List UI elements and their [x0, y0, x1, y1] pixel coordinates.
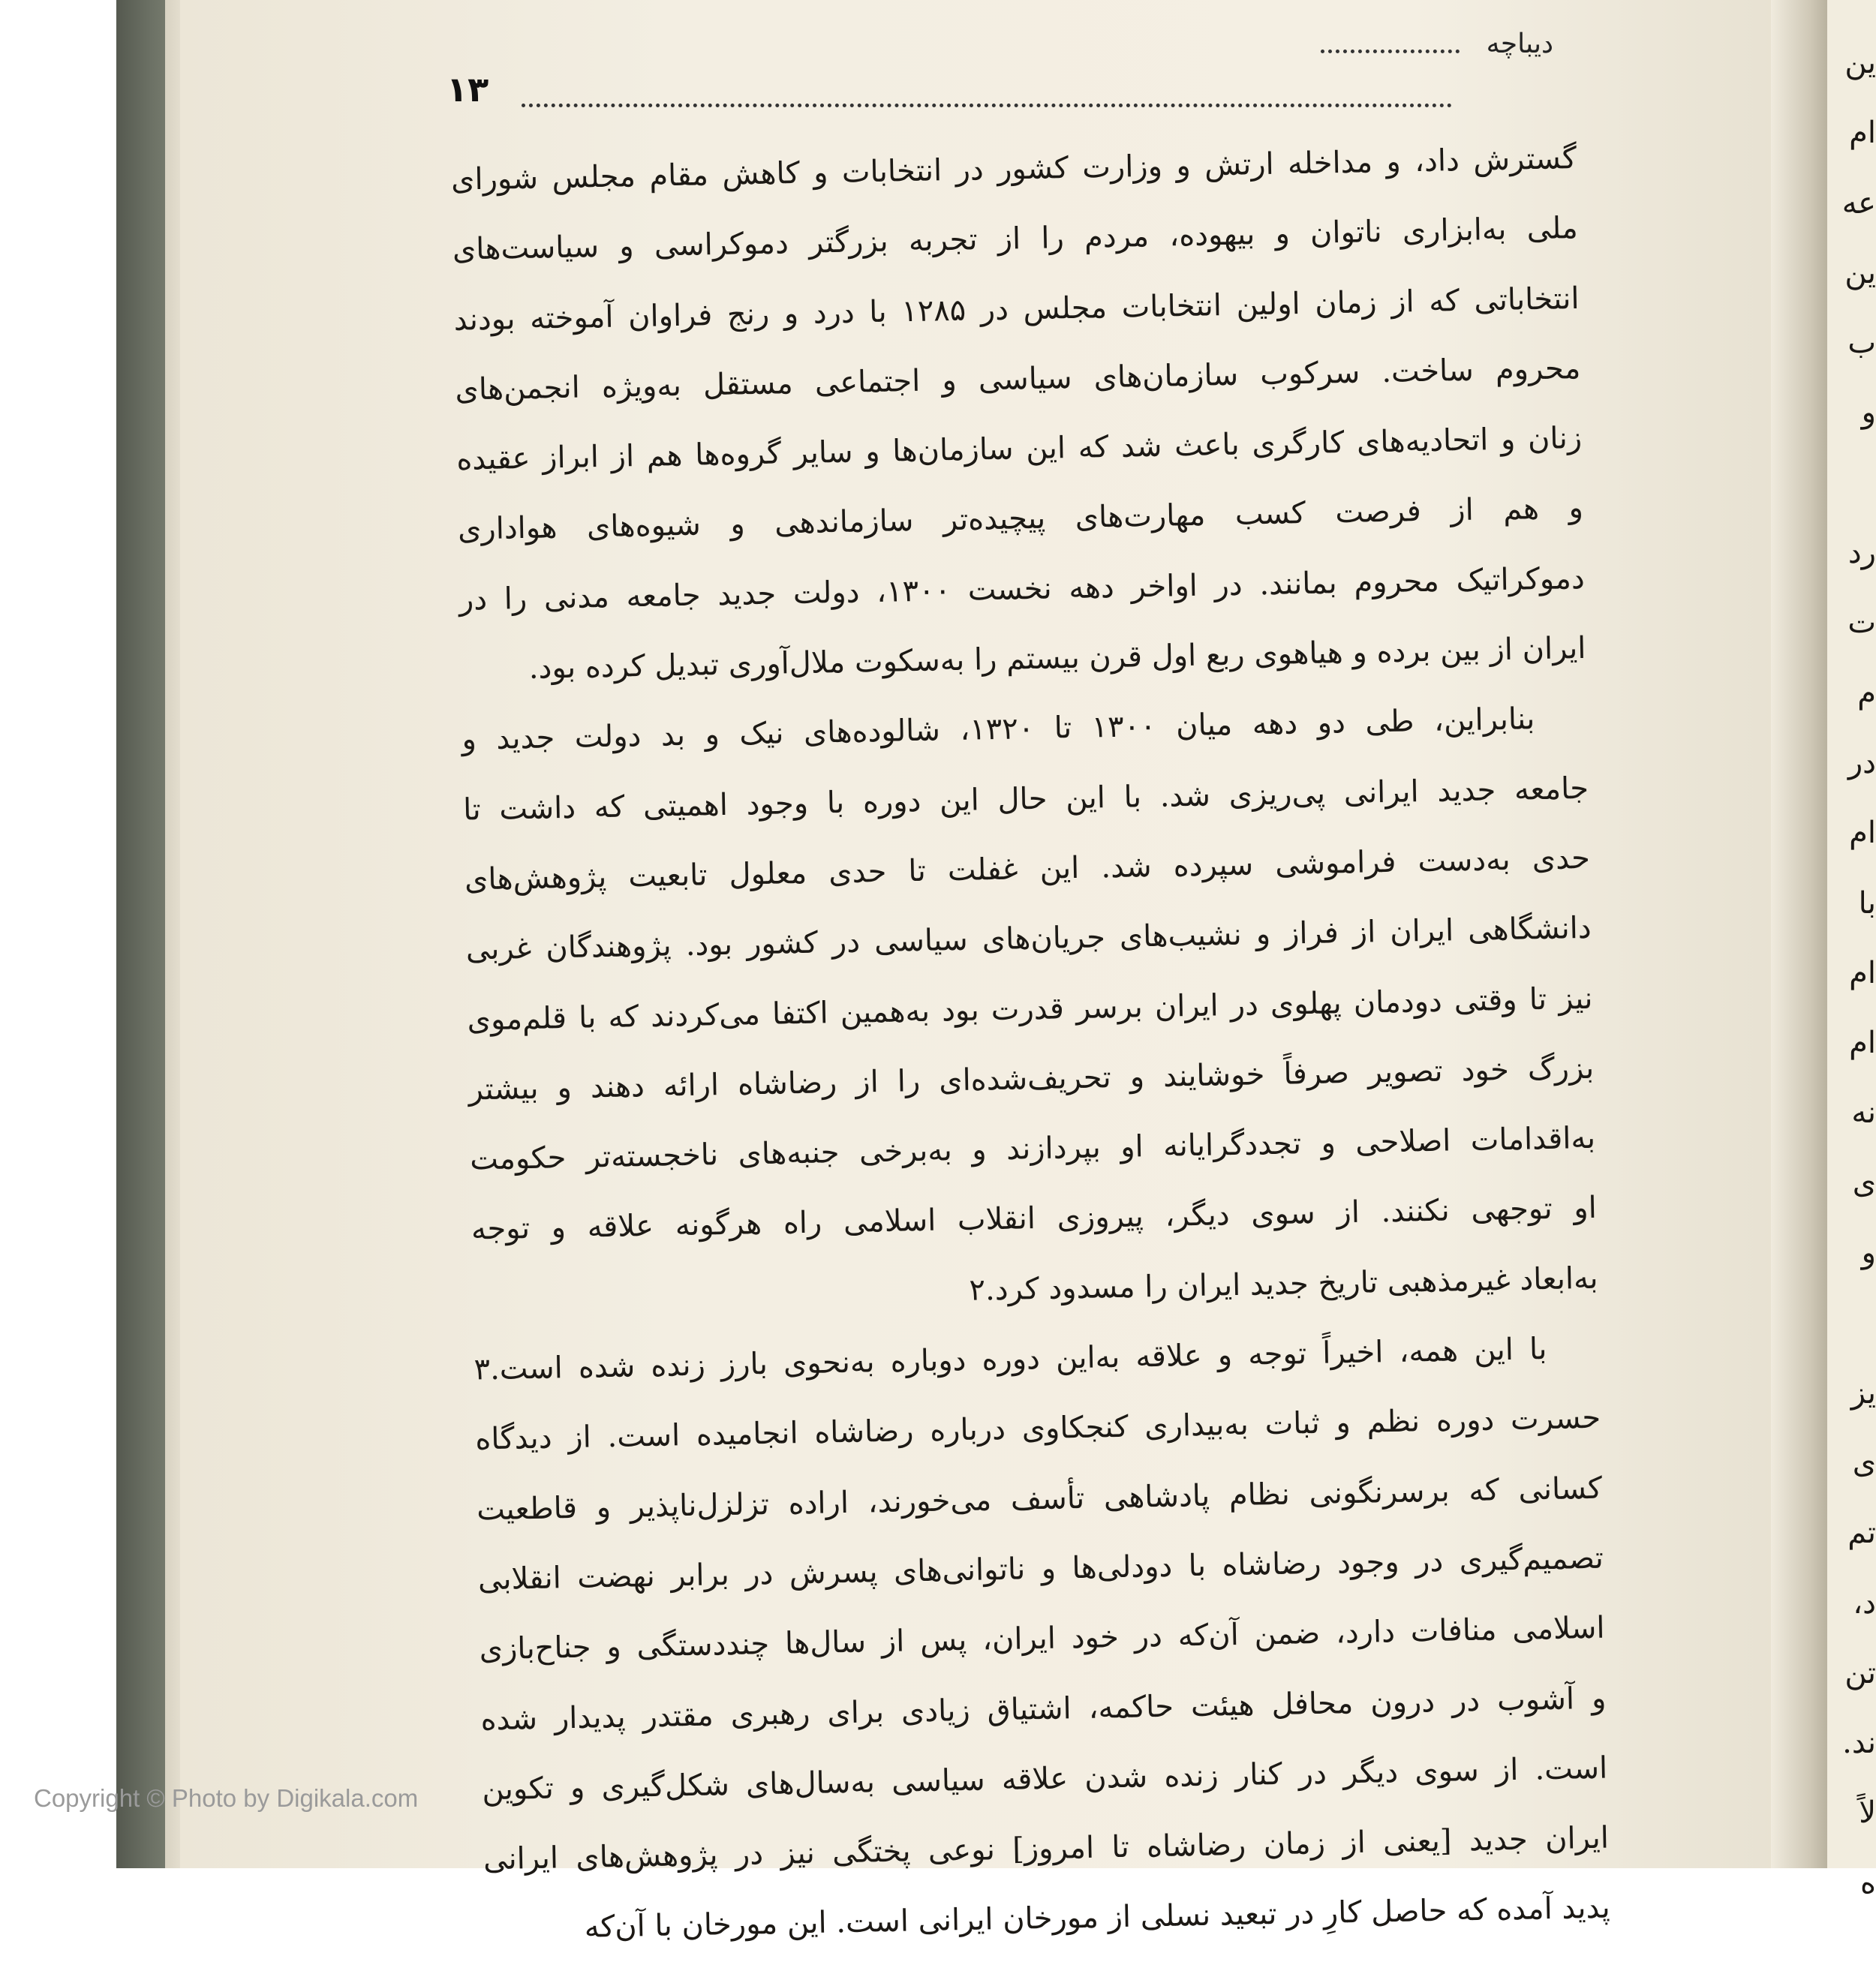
text-line: تصمیم‌گیری در وجود رضاشاه با دودلی‌ها و ناتوانی‌های پسرش در برابر نهضت انقلابی: [477, 1540, 1604, 1597]
text-line: بنابراین، طی دو دهه میان ۱۳۰۰ تا ۱۳۲۰، شالوده‌های نیک و بد دولت جدید و: [461, 702, 1535, 758]
facing-line-fragment: در: [1847, 745, 1876, 780]
facing-line-fragment: ی: [1852, 1165, 1876, 1200]
facing-page-text: [1831, 29, 1876, 1918]
text-line: محروم ساخت. سرکوب سازمان‌های سیاسی و اجتماعی مستقل به‌ویژه انجمن‌های: [455, 350, 1581, 407]
text-line: است. از سوی دیگر در کنار زنده شدن علاقه سیاسی به‌سال‌های شکل‌گیری و تکوین: [481, 1750, 1608, 1807]
facing-line-fragment: ین: [1844, 46, 1876, 80]
paragraph: [474, 1314, 1611, 1965]
text-line: پدید آمده که حاصل کارِ در تبعید نسلی از مورخان ایرانی است. این مورخان با آن‌که: [584, 1890, 1611, 1945]
text-line: جامعه جدید ایرانی پی‌ریزی شد. با این حال این دوره با وجود اهمیتی که داشت تا: [462, 771, 1589, 828]
text-line: ایران از بین برده و هیاهوی ربع اول قرن بیستم را به‌سکوت ملال‌آوری تبدیل کرده بود.: [528, 630, 1586, 686]
facing-line-fragment: ام: [1849, 116, 1876, 151]
header-dotted-leader: [522, 89, 1452, 107]
text-line: بزرگ خود تصویر صرفاً خوشایند و تحریف‌شده‌ای را از رضاشاه ارائه دهند و بیشتر: [468, 1050, 1595, 1107]
text-line: او توجهی نکنند. از سوی دیگر، پیروزی انقلاب اسلامی راه هرگونه علاقه و توجه: [471, 1191, 1598, 1247]
page-number: ۱۳: [446, 69, 489, 110]
facing-line-fragment: ند.: [1842, 1726, 1876, 1761]
facing-line-fragment: ی: [1852, 1445, 1876, 1480]
text-line: ملی به‌ابزاری ناتوان و بیهوده، مردم را از تجربه بزرگتر دموکراسی و سیاست‌های: [452, 211, 1579, 268]
page-gutter: [1771, 0, 1827, 1868]
facing-line-fragment: نه: [1851, 1095, 1876, 1131]
facing-line-fragment: ام: [1849, 955, 1876, 990]
body-text: [450, 124, 1610, 1965]
paragraph: [450, 124, 1586, 705]
text-line: ایران جدید [یعنی از زمان رضاشاه تا امروز] نوعی پختگی نیز در پژوهش‌های ایرانی: [483, 1820, 1610, 1877]
text-line: دموکراتیک محروم بمانند. در اواخر دهه نخست ۱۳۰۰، دولت جدید جامعه مدنی را در: [458, 560, 1586, 617]
facing-line-fragment: [1831, 449, 1876, 518]
facing-line-fragment: د،: [1853, 1585, 1876, 1621]
facing-line-fragment: ام: [1849, 816, 1876, 851]
facing-line-fragment: لاً: [1859, 1795, 1876, 1831]
copyright-watermark: Copyright © Photo by Digikala.com: [34, 1784, 419, 1812]
facing-line-fragment: ام: [1849, 1026, 1876, 1061]
facing-line-fragment: تم: [1847, 1516, 1876, 1551]
facing-line-fragment: و: [1861, 395, 1876, 431]
running-header: [428, 23, 1553, 113]
facing-page: [1827, 0, 1876, 1900]
text-line: با این همه، اخیراً توجه و علاقه به‌این دوره دوباره به‌نحوی بارز زنده شده است.۳: [474, 1332, 1547, 1387]
facing-line-fragment: رد: [1847, 536, 1876, 571]
text-line: حسرت دوره نظم و ثبات به‌بیداری کنجکاوی درباره رضاشاه انجامیده است. از دیدگاه: [474, 1401, 1601, 1457]
text-line: دانشگاهی ایران از فراز و نشیب‌های جریان‌های سیاسی در کشور بود. پژوهندگان غربی: [465, 911, 1592, 967]
facing-line-fragment: م: [1857, 675, 1876, 711]
facing-line-fragment: با: [1858, 885, 1876, 921]
facing-line-fragment: یز: [1850, 1375, 1876, 1411]
facing-line-fragment: ه: [1860, 1865, 1876, 1900]
text-line: و آشوب در درون محافل هیئت حاکمه، اشتیاق زیادی برای رهبری مقتدر پدیدار شده: [480, 1681, 1607, 1737]
facing-line-fragment: ب: [1847, 326, 1876, 361]
facing-line-fragment: تن: [1844, 1655, 1876, 1690]
text-line: انتخاباتی که از زمان اولین انتخابات مجلس در ۱۲۸۵ با درد و رنج فراوان آموخته بودند: [453, 281, 1580, 338]
text-line: و هم از فرصت کسب مهارت‌های پیچیده‌تر سازماندهی و شیوه‌های هواداری: [457, 491, 1584, 548]
text-line: اسلامی منافات دارد، ضمن آن‌که در خود ایران، پس از سال‌ها چنددستگی و جناح‌بازی: [479, 1610, 1605, 1667]
text-line: به‌اقدامات اصلاحی و تجددگرایانه او بپردازند و به‌برخی جنبه‌های ناخجسته‌تر حکومت: [469, 1120, 1596, 1177]
text-line: گسترش داد، و مداخله ارتش و وزارت کشور در انتخابات و کاهش مقام مجلس شورای: [450, 140, 1577, 197]
text-line: نیز تا وقتی دودمان پهلوی در ایران برسر قدرت بود به‌همین اکتفا می‌کردند که با قلم‌موی: [467, 981, 1593, 1038]
facing-line-fragment: [1831, 1288, 1876, 1358]
facing-line-fragment: و: [1861, 1236, 1876, 1271]
facing-line-fragment: ت: [1847, 605, 1876, 641]
text-line: به‌ابعاد غیرمذهبی تاریخ جدید ایران را مسدود کرد.۲: [969, 1260, 1598, 1308]
text-line: زنان و اتحادیه‌های کارگری باعث شد که این سازمان‌ها و سایر گروه‌ها هم از ابراز عقیده: [455, 421, 1583, 477]
text-line: حدی به‌دست فراموشی سپرده شد. این غفلت تا حدی معلول تابعیت پژوهش‌های: [464, 840, 1591, 897]
paragraph: [461, 684, 1599, 1335]
header-dotted-leader-top: [1321, 35, 1460, 53]
text-line: کسانی که برسرنگونی نظام پادشاهی تأسف می‌خورند، اراده تزلزل‌ناپذیر و قاطعیت: [476, 1471, 1603, 1528]
chapter-title: دیباچه: [1486, 29, 1553, 59]
facing-line-fragment: ین: [1844, 255, 1876, 290]
facing-line-fragment: عه: [1841, 185, 1876, 221]
